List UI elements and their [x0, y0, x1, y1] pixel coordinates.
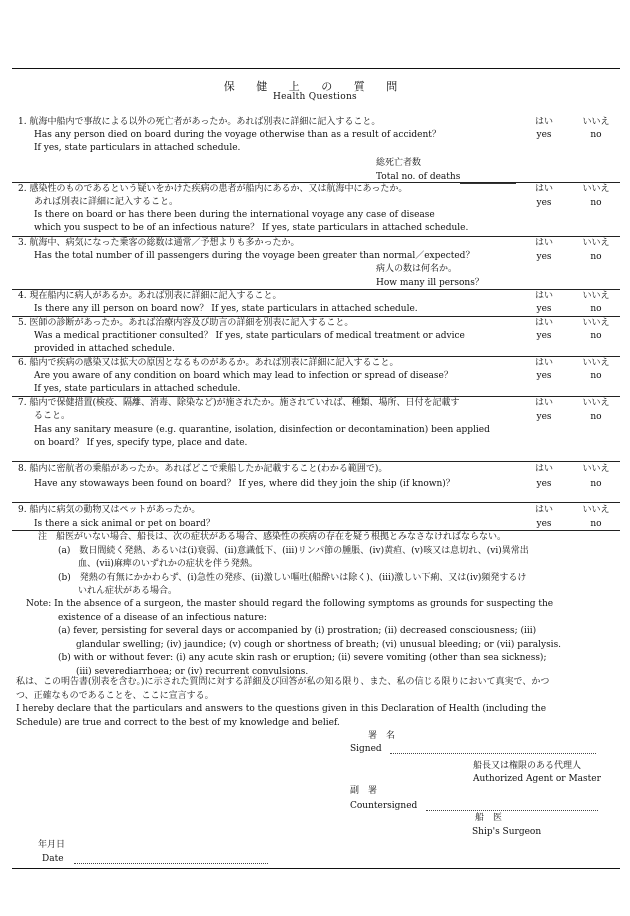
- countersigned-input[interactable]: [426, 801, 598, 811]
- q5-no-jp[interactable]: いいえ: [582, 318, 610, 328]
- q4-no-en: no: [590, 304, 602, 314]
- q6-en-2: If yes, state particulars in attached schedule.: [34, 384, 241, 394]
- q8-jp: 8. 船内に密航者の乗船があったか。あればどこで乗船したか記載すること(わかる範囲で)。: [18, 464, 388, 474]
- date-input[interactable]: [74, 854, 268, 864]
- q6-yes-jp[interactable]: はい: [534, 358, 553, 368]
- signed-label-en: Signed: [350, 744, 382, 754]
- question-4: [18, 290, 620, 316]
- q6-no-en: no: [590, 371, 602, 381]
- q8-no-en: no: [590, 479, 602, 489]
- q1-deaths-label-jp: 総死亡者数: [376, 158, 422, 168]
- q9-yes-jp[interactable]: はい: [534, 505, 553, 515]
- top-rule: [12, 68, 620, 69]
- q5-no-en: no: [590, 331, 602, 341]
- q4-yes-jp[interactable]: はい: [534, 291, 553, 301]
- declaration-en: I hereby declare that the particulars and answers to the questions given in this Declaration of Health (including the Schedule) are true and correct to the best of my knowledge and belief.: [16, 704, 547, 728]
- q2-jp-1: 2. 感染性のものであるという疑いをかけた疾病の患者が船内にあるか、又は航海中にあったか。: [18, 184, 408, 194]
- q3-no-en: no: [590, 252, 602, 262]
- q9-jp: 9. 船内に病気の動物又はペットがあったか。: [18, 505, 201, 515]
- q5-en-1: Was a medical practitioner consulted？ If yes, state particulars of medical treatment or advice: [34, 331, 465, 341]
- q5-en-2: provided in attached schedule.: [34, 344, 175, 354]
- q2-yes-en: yes: [536, 198, 552, 208]
- q1-yes-jp[interactable]: はい: [534, 117, 553, 127]
- agent-label-jp: 船長又は権限のある代理人: [473, 761, 582, 771]
- q7-jp-2: ること。: [34, 411, 71, 421]
- q3-no-jp[interactable]: いいえ: [582, 238, 610, 248]
- q4-en-1: Is there any ill person on board now？ If yes, state particulars in attached schedule.: [34, 304, 418, 314]
- q3-yes-en: yes: [536, 252, 552, 262]
- q8-yes-en: yes: [536, 479, 552, 489]
- q7-no-jp[interactable]: いいえ: [582, 398, 610, 408]
- q9-no-en: no: [590, 519, 602, 529]
- q4-yes-en: yes: [536, 304, 552, 314]
- surgeon-label-en: Ship's Surgeon: [472, 827, 542, 837]
- q1-deaths-label-en: Total no. of deaths: [376, 170, 516, 184]
- q6-en-1: Are you aware of any condition on board which may lead to infection or spread of disease？: [34, 371, 453, 381]
- q9-no-jp[interactable]: いいえ: [582, 505, 610, 515]
- q6-yes-en: yes: [536, 371, 552, 381]
- q2-jp-2: あれば別表に詳細に記入すること。: [34, 197, 179, 207]
- countersigned-label-jp: 副 署: [350, 786, 378, 796]
- bottom-rule: [12, 868, 620, 869]
- question-7: [18, 397, 620, 450]
- q3-ill-label-en: How many ill persons？: [376, 276, 546, 290]
- q2-yes-jp[interactable]: はい: [534, 184, 553, 194]
- q5-yes-jp[interactable]: はい: [534, 318, 553, 328]
- question-3: [18, 237, 620, 288]
- q3-en-1: Has the total number of ill passengers during the voyage been greater than normal／expected？: [34, 251, 475, 261]
- declaration-jp: 私は、この明告書(別表を含む。)に示された質問に対する詳細及び回答が私の知る限り、また、私の信じる限りにおいて真実で、かつ つ、正確なものであることを、ここに宣言する。: [16, 677, 550, 701]
- title-en: Health Questions: [273, 92, 357, 102]
- signed-input[interactable]: [390, 744, 596, 754]
- question-5: [18, 317, 620, 356]
- countersigned-label-en: Countersigned: [350, 801, 418, 811]
- q2-en-1: Is there on board or has there been during the international voyage any case of disease: [34, 210, 435, 220]
- note-jp: 注 船医がいない場合、船長は、次の症状がある場合、感染性の疾病の存在を疑う根拠とみなさなければならない。 (a) 数日間続く発熱、あるいは(i)衰弱、(ii)意識低下、(iii)リンパ節の腫脹、(iv)黄疸、(v)咳又は息切れ、(vi)異常出 血、(vii)麻痺のいずれかの症状を伴う発熱。 (b) 発熱の有無にかかわらず、(i)急性の発疹、(ii)激しい嘔吐(船酔いは除く)、(iii)激しい下痢、又は(iv)頻発するけ いれん症状がある場合。: [38, 532, 529, 596]
- q9-yes-en: yes: [536, 519, 552, 529]
- q6-no-jp[interactable]: いいえ: [582, 358, 610, 368]
- q8-no-jp[interactable]: いいえ: [582, 464, 610, 474]
- agent-label-en: Authorized Agent or Master: [473, 774, 601, 784]
- date-label-jp: 年月日: [38, 840, 66, 850]
- question-2: [18, 183, 620, 235]
- question-9: [18, 504, 620, 531]
- q1-yes-en: yes: [536, 130, 552, 140]
- q7-jp-1: 7. 船内で保健措置(検疫、隔離、消毒、除染など)が施されたか。施されていれば、種類、場所、日付を記載す: [18, 398, 460, 408]
- q1-en-2: If yes, state particulars in attached schedule.: [34, 143, 241, 153]
- title-jp: 保 健 上 の 質 問: [223, 80, 407, 93]
- q1-no-jp[interactable]: いいえ: [582, 117, 610, 127]
- q3-ill-label-jp: 病人の数は何名か。: [376, 264, 458, 274]
- q2-no-jp[interactable]: いいえ: [582, 184, 610, 194]
- q3-yes-jp[interactable]: はい: [534, 238, 553, 248]
- q7-yes-jp[interactable]: はい: [534, 398, 553, 408]
- q7-no-en: no: [590, 412, 602, 422]
- q7-yes-en: yes: [536, 412, 552, 422]
- q6-jp: 6. 船内で疾病の感染又は拡大の原因となるものがあるか。あれば別表に詳細に記入すること。: [18, 358, 399, 368]
- q1-no-en: no: [590, 130, 602, 140]
- question-6: [18, 357, 620, 396]
- q3-jp: 3. 航海中、病気になった乗客の総数は通常／予想よりも多かったか。: [18, 238, 300, 248]
- q8-yes-jp[interactable]: はい: [534, 464, 553, 474]
- question-8: [18, 463, 620, 491]
- q1-en-1: Has any person died on board during the voyage otherwise than as a result of accident？: [34, 130, 441, 140]
- q2-no-en: no: [590, 198, 602, 208]
- signed-label-jp: 署 名: [368, 731, 396, 741]
- q9-en-1: Is there a sick animal or pet on board？: [34, 519, 215, 529]
- q5-yes-en: yes: [536, 331, 552, 341]
- q4-jp: 4. 現在船内に病人があるか。あれば別表に詳細に記入すること。: [18, 291, 282, 301]
- q4-no-jp[interactable]: いいえ: [582, 291, 610, 301]
- q3-ill-input[interactable]: [484, 276, 546, 290]
- date-label-en: Date: [42, 854, 64, 864]
- q5-jp: 5. 医師の診断があったか。あれば治療内容及び助言の詳細を別表に記入すること。: [18, 318, 354, 328]
- question-1: [18, 116, 620, 182]
- q7-en-2: on board？ If yes, specify type, place and date.: [34, 438, 248, 448]
- q2-en-2: which you suspect to be of an infectious nature？ If yes, state particulars in attached schedule.: [34, 223, 469, 233]
- surgeon-label-jp: 船 医: [475, 813, 503, 823]
- q7-en-1: Has any sanitary measure (e.g. quarantine, isolation, disinfection or decontamination) been applied: [34, 425, 490, 435]
- note-en: Note: In the absence of a surgeon, the master should regard the following symptoms as grounds for suspecting the existence of a disease of an infectious nature: (a) fever, persisting for several days or accompanied by (i) prostration; (ii) decreased consciousness; (iii) glandular swelling; (iv) jaundice; (v) cough or shortness of breath; (vi) unusual bleeding; or (vii) paralysis. (b) with or without fever: (i) any acute skin rash or eruption; (ii) severe vomiting (other than sea sickness); (iii) severediarrhoea; or (iv) recurrent convulsions.: [26, 599, 562, 677]
- q1-jp: 1. 航海中船内で事故による以外の死亡者があったか。あれば別表に詳細に記入すること。: [18, 117, 381, 127]
- q8-en-1: Have any stowaways been found on board？ If yes, where did they join the ship (if known)？: [34, 479, 455, 489]
